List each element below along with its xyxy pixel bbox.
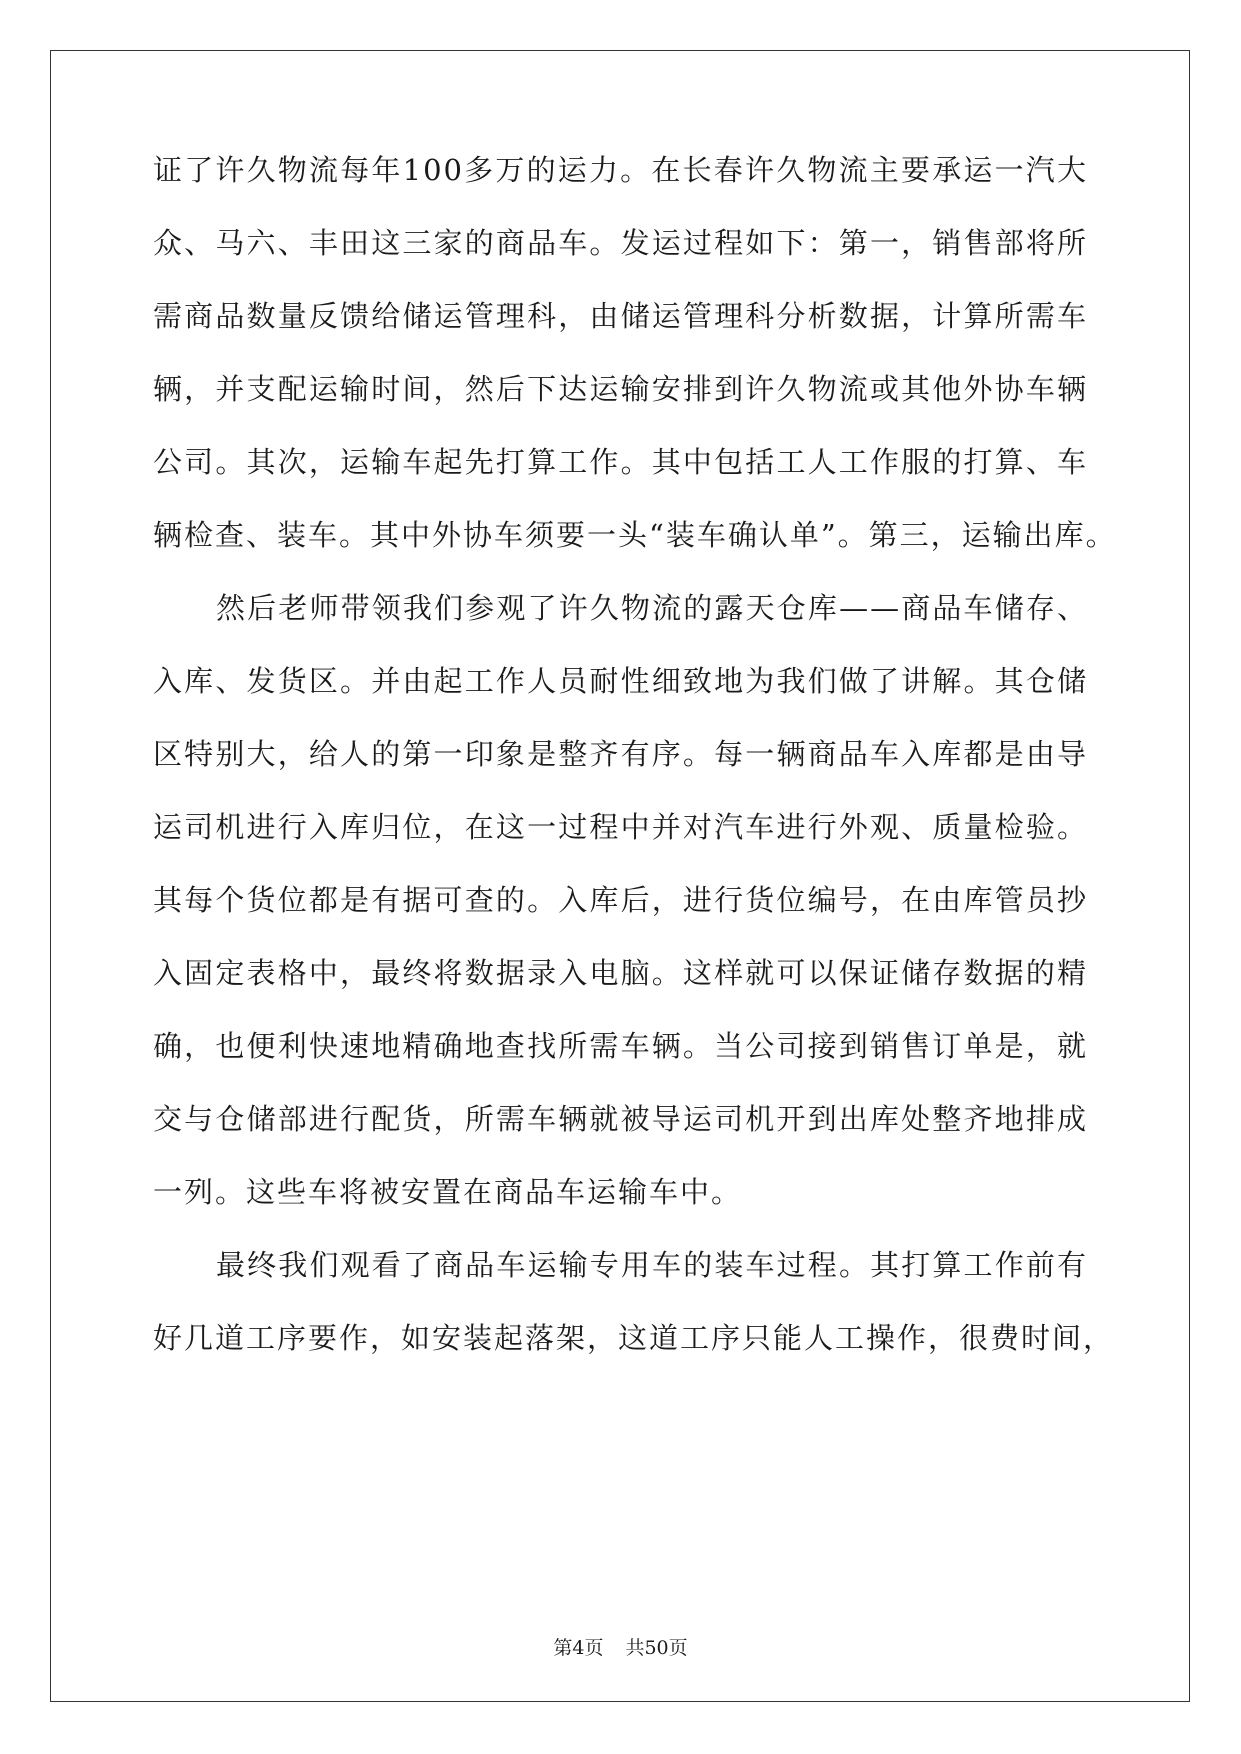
text-line: 需商品数量反馈给储运管理科，由储运管理科分析数据，计算所需车 [153,299,1088,333]
text-line: 确，也便利快速地精确地查找所需车辆。当公司接到销售订单是，就 [153,1029,1088,1063]
text-line: 好几道工序要作，如安装起落架，这道工序只能人工操作，很费时间， [153,1321,1115,1355]
text-line: 一列。这些车将被安置在商品车运输车中。 [153,1175,743,1209]
text-line: 辆，并支配运输时间，然后下达运输安排到许久物流或其他外协车辆 [153,372,1088,406]
text-line: 运司机进行入库归位，在这一过程中并对汽车进行外观、质量检验。 [153,810,1088,844]
text-line: 证了许久物流每年100多万的运力。在长春许久物流主要承运一汽大 [153,153,1088,187]
text-line: 辆检查、装车。其中外协车须要一头“装车确认单”。第三，运输出库。 [153,518,1117,552]
page-footer [0,1636,1241,1660]
text-line: 最终我们观看了商品车运输专用车的装车过程。其打算工作前有 [216,1248,1088,1282]
text-line: 众、马六、丰田这三家的商品车。发运过程如下：第一，销售部将所 [153,226,1088,260]
page-total: 共50页 [625,1637,688,1659]
page-number: 第4页 [553,1637,604,1659]
text-line: 区特别大，给人的第一印象是整齐有序。每一辆商品车入库都是由导 [153,737,1088,771]
text-line: 入库、发货区。并由起工作人员耐性细致地为我们做了讲解。其仓储 [153,664,1088,698]
text-line: 其每个货位都是有据可查的。入库后，进行货位编号，在由库管员抄 [153,883,1088,917]
text-line: 公司。其次，运输车起先打算工作。其中包括工人工作服的打算、车 [153,445,1088,479]
text-line: 然后老师带领我们参观了许久物流的露天仓库——商品车储存、 [216,591,1088,625]
text-line: 入固定表格中，最终将数据录入电脑。这样就可以保证储存数据的精 [153,956,1088,990]
text-line: 交与仓储部进行配货，所需车辆就被导运司机开到出库处整齐地排成 [153,1102,1088,1136]
